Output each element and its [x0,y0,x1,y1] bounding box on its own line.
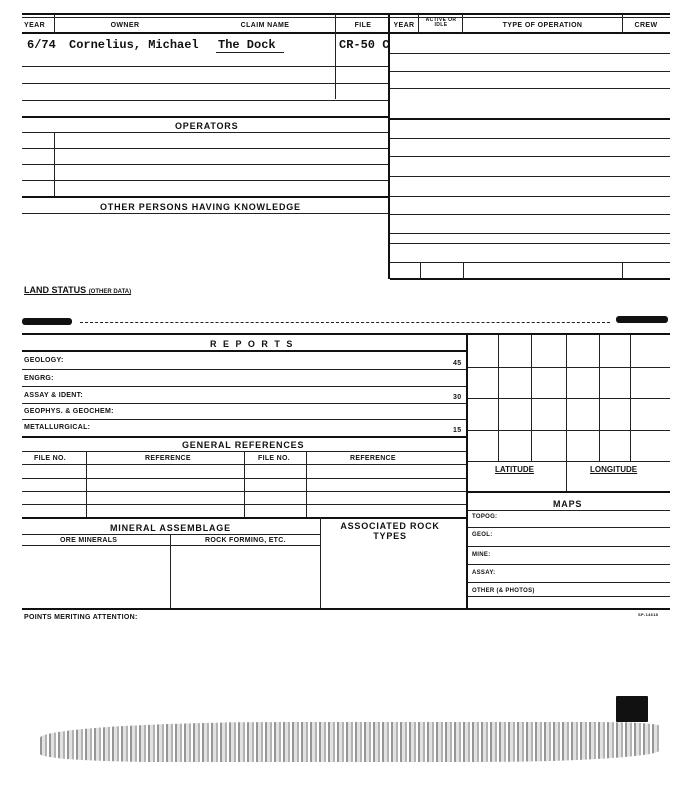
mineral-assemblage-heading: MINERAL ASSEMBLAGE [110,523,231,533]
report-metallurgical: METALLURGICAL: [24,424,91,431]
entry-owner: Cornelius, Michael [69,38,199,52]
operators-heading: OPERATORS [175,121,239,131]
col-header-claim-name: CLAIM NAME [240,22,290,29]
report-count-45: 45 [453,360,462,367]
header-bottom-rule [22,32,670,34]
land-status-note: (OTHER DATA) [88,289,132,295]
ref-col-reference-2: REFERENCE [350,455,396,462]
ref-col-file-no-2: FILE NO. [258,455,290,462]
ore-minerals-label: ORE MINERALS [60,537,118,544]
scan-mark [616,696,648,722]
report-geophys: GEOPHYS. & GEOCHEM: [24,408,114,415]
entry-claim-name: The Dock [218,38,276,52]
ref-col-file-no-1: FILE NO. [34,455,66,462]
entry-date: 6/74 [27,38,56,52]
bottom-rule [22,608,670,610]
owner-row-rule [22,66,388,67]
associated-rock-types-heading: ASSOCIATED ROCK TYPES [340,521,440,541]
col-header-year-2: YEAR [393,22,415,29]
operators-top-rule [22,116,388,118]
col-header-crew: CREW [634,22,658,29]
ref-col-reference-1: REFERENCE [145,455,191,462]
col-header-year: YEAR [24,22,46,29]
longitude-label: LONGITUDE [590,465,638,474]
maps-heading: MAPS [553,499,583,509]
general-references-heading: GENERAL REFERENCES [182,440,305,450]
form-number: SP-14618 [638,612,659,617]
col-header-file: FILE [354,22,372,29]
col-header-type-of-operation: TYPE OF OPERATION [502,22,583,29]
col-header-active-idle: ACTIVE OR IDLE [425,17,457,28]
entry-file: CR-50 C [339,38,390,52]
map-topog: TOPOG: [472,514,498,520]
owner-row-rule [22,100,388,101]
latitude-label: LATITUDE [495,465,534,474]
land-status-heading [24,285,131,295]
report-count-15: 15 [453,427,462,434]
ink-smudge [22,318,72,325]
map-geol: GEOL: [472,532,493,538]
right-panel-divider [466,333,468,609]
scan-noise-band [40,722,660,762]
owner-row-rule [22,83,388,84]
reports-heading: R E P O R T S [210,339,295,349]
reports-top-rule [22,333,670,335]
other-persons-heading: OTHER PERSONS HAVING KNOWLEDGE [100,202,301,212]
col-header-owner: OWNER [110,22,140,29]
report-count-30: 30 [453,394,462,401]
rock-forming-label: ROCK FORMING, ETC. [205,537,286,544]
report-engrg: ENGRG: [24,375,54,382]
land-status-label: LAND STATUS [24,285,87,295]
map-mine: MINE: [472,552,491,558]
points-meriting-attention-label: POINTS MERITING ATTENTION: [24,614,138,621]
map-other-photos: OTHER (& PHOTOS) [472,588,535,594]
top-border [22,13,670,15]
report-assay: ASSAY & IDENT: [24,392,84,399]
ink-smudge [616,316,668,323]
map-assay: ASSAY: [472,570,496,576]
report-geology: GEOLOGY: [24,357,64,364]
top-border-inner [22,17,670,18]
